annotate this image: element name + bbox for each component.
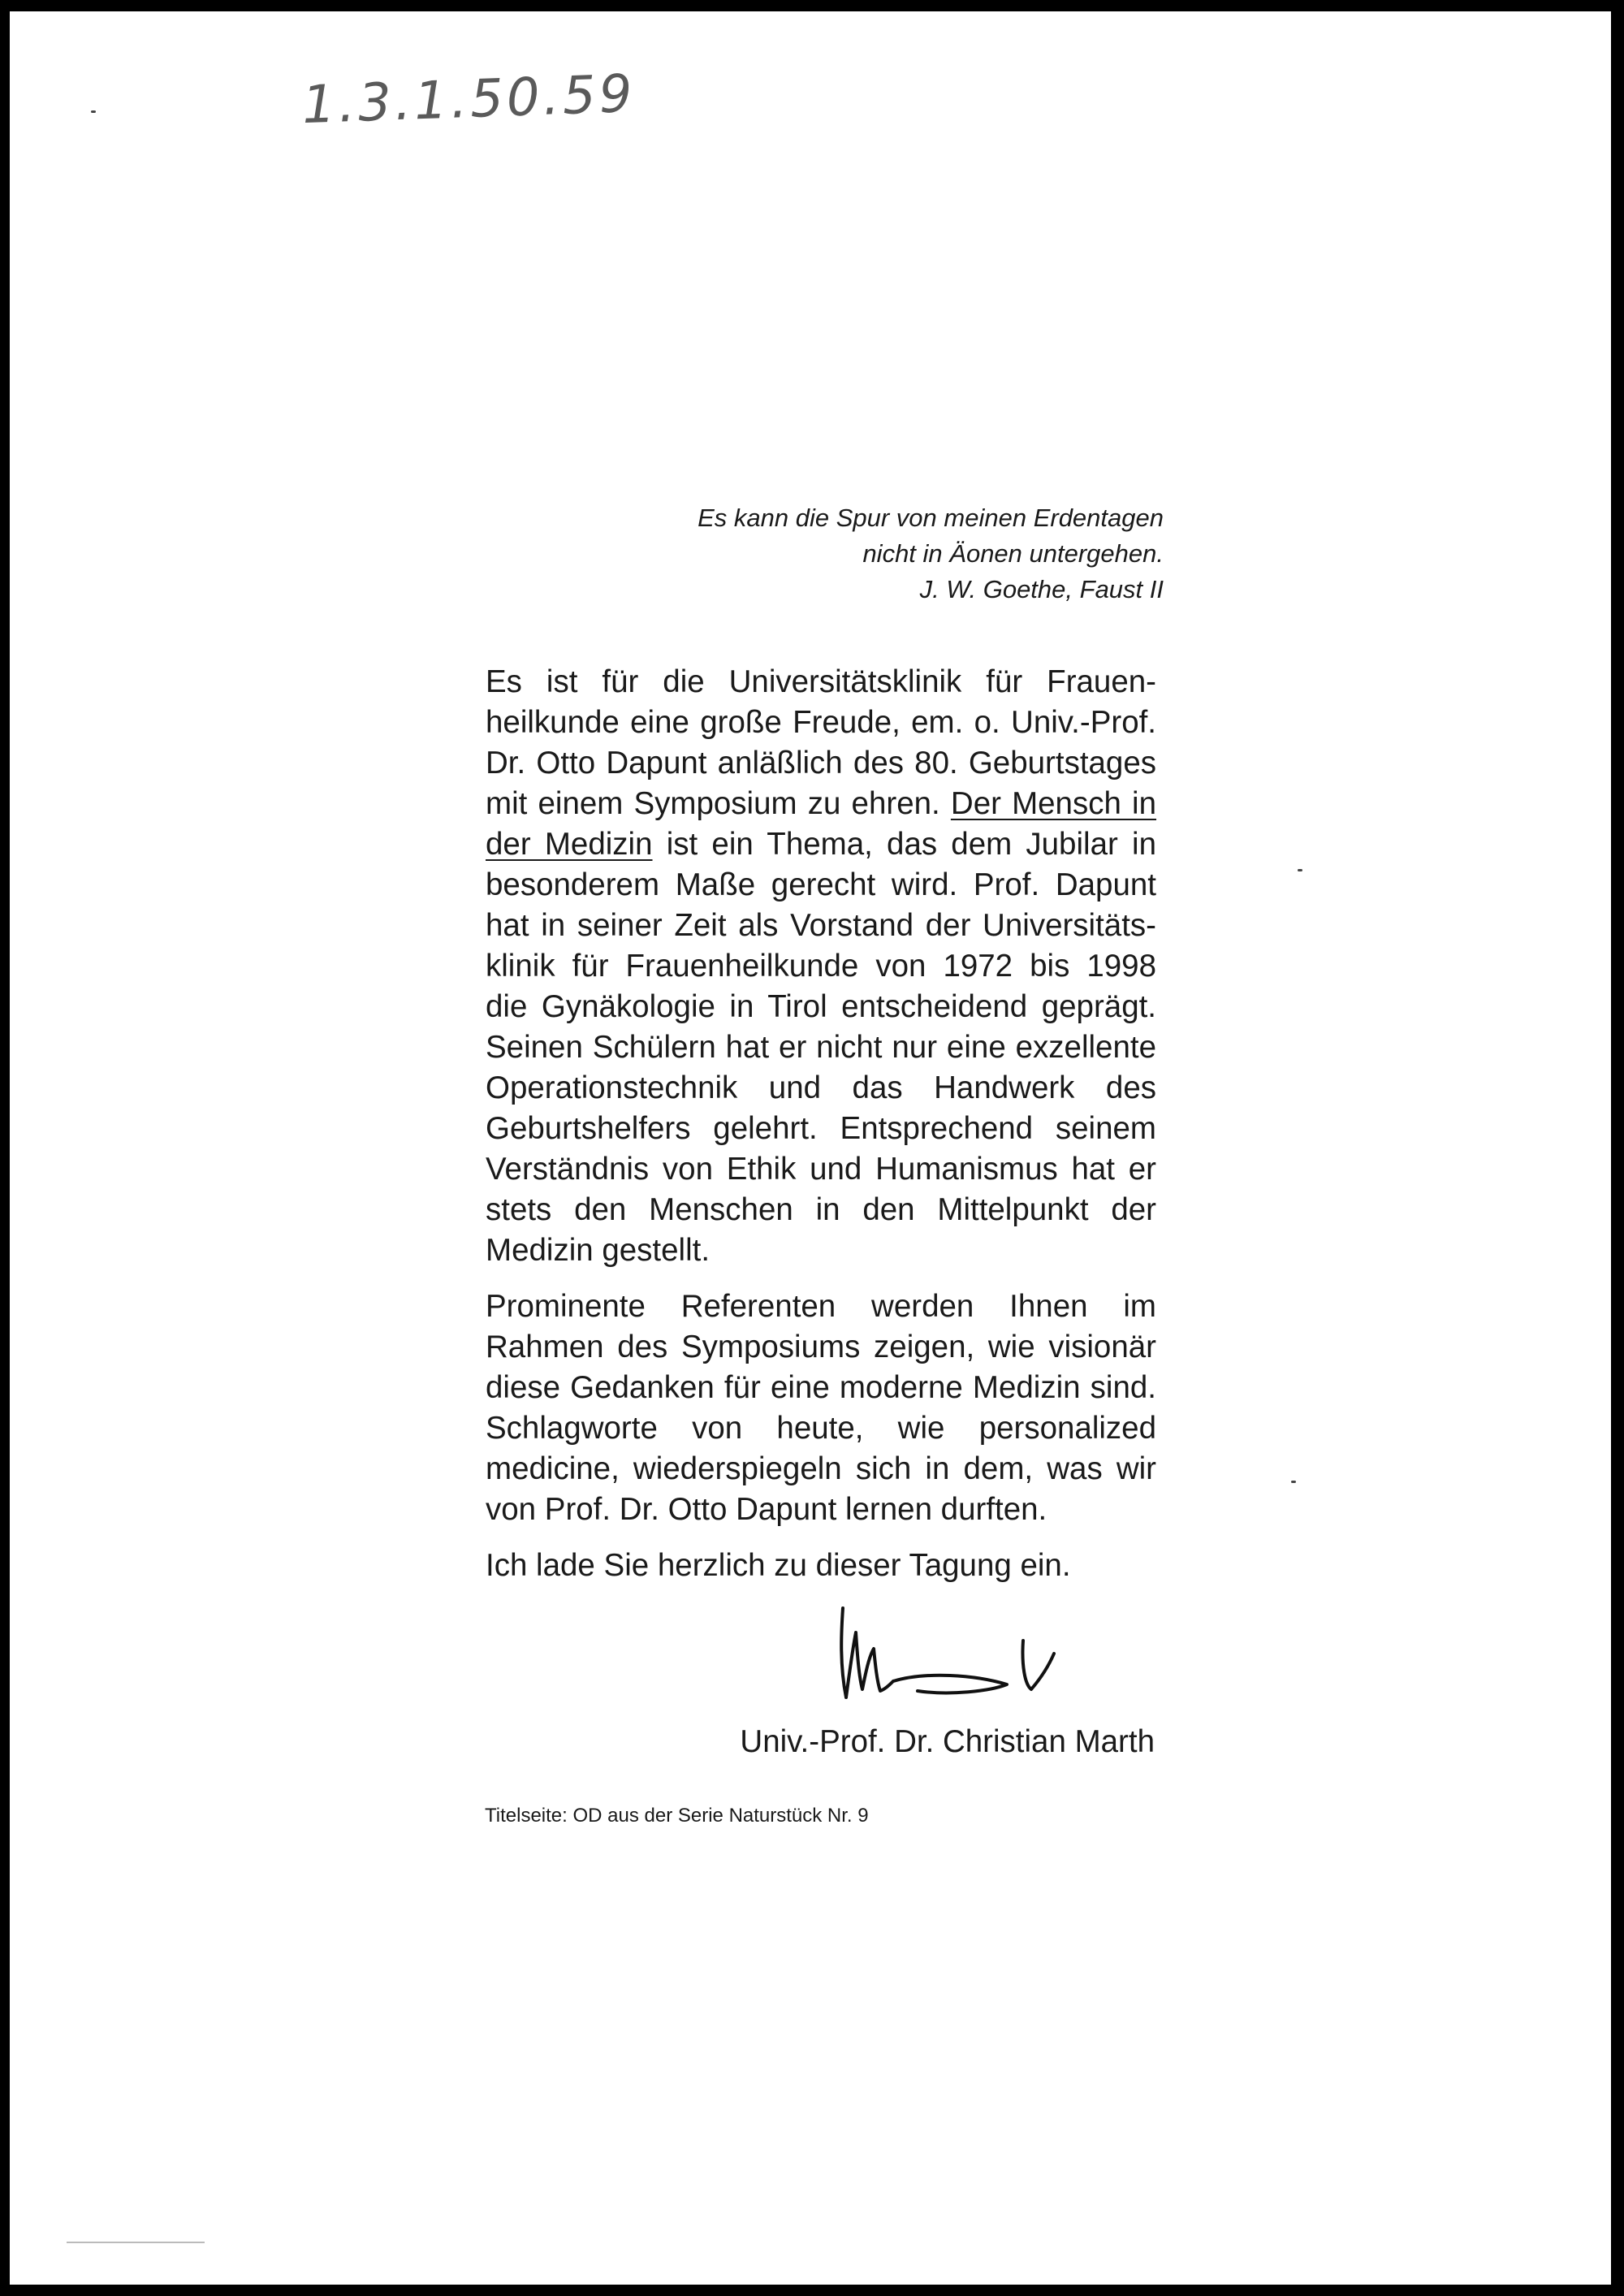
paragraph-3: Ich lade Sie herzlich zu dieser Tagung ein. [486, 1548, 1071, 1583]
signature [828, 1600, 1056, 1706]
scan-speck [1298, 869, 1302, 871]
epigraph [568, 500, 1164, 608]
epigraph-line-2: nicht in Äonen untergehen. [862, 539, 1164, 568]
cover-caption: Titelseite: OD aus der Serie Naturstück Nr. 9 [485, 1805, 869, 1827]
epigraph-attribution: J. W. Goethe, Faust II [919, 575, 1164, 603]
footer-rule [67, 2242, 205, 2243]
paragraph-1-end: ist ein Thema, das dem Jubilar in besonderem Maße gerecht wird. Prof. Dapunt hat in seiner Zeit als Vorstand der Universitätsklinik für Frauenheilkunde von 1972 bis 1998 die Gynäkologie in Tirol entscheidend geprägt. Seinen Schülern hat er nicht nur eine exzellente Operationstechnik und das Handwerk des Geburtshelfers gelehrt. Entsprechend seinem Verständnis von Ethik und Humanismus hat er stets den Menschen in den Mittelpunkt der Medizin gestellt. [486, 827, 1156, 1268]
underlined-phrase: Der Mensch in der Medizin [486, 786, 1157, 862]
archive-number: 1.3.1.50.59 [300, 63, 637, 136]
paragraph-1-start: Es ist für die Universitätsklinik für Frauenheilkunde eine große Freude, em. o. Univ.-Prof. Dr. Otto Dapunt anläßlich des 80. Geburtstages mit einem Symposium zu ehren. [486, 664, 1156, 821]
scan-speck [1291, 1481, 1296, 1483]
scan-speck [91, 110, 96, 113]
epigraph-line-1: Es kann die Spur von meinen Erdentagen [698, 504, 1164, 532]
paragraph-1 [486, 662, 1156, 1271]
signatory-name: Univ.-Prof. Dr. Christian Marth [740, 1724, 1155, 1759]
letter-body [486, 662, 1156, 1602]
paragraph-2: Prominente Referenten werden Ihnen im Rahmen des Symposiums zeigen, wie visionär diese Gedanken für eine moderne Medizin sind. Schlagworte von heute, wie personalized medicine, wiederspiegeln sich in dem, was wir von Prof. Dr. Otto Dapunt lernen durften. [486, 1289, 1156, 1527]
